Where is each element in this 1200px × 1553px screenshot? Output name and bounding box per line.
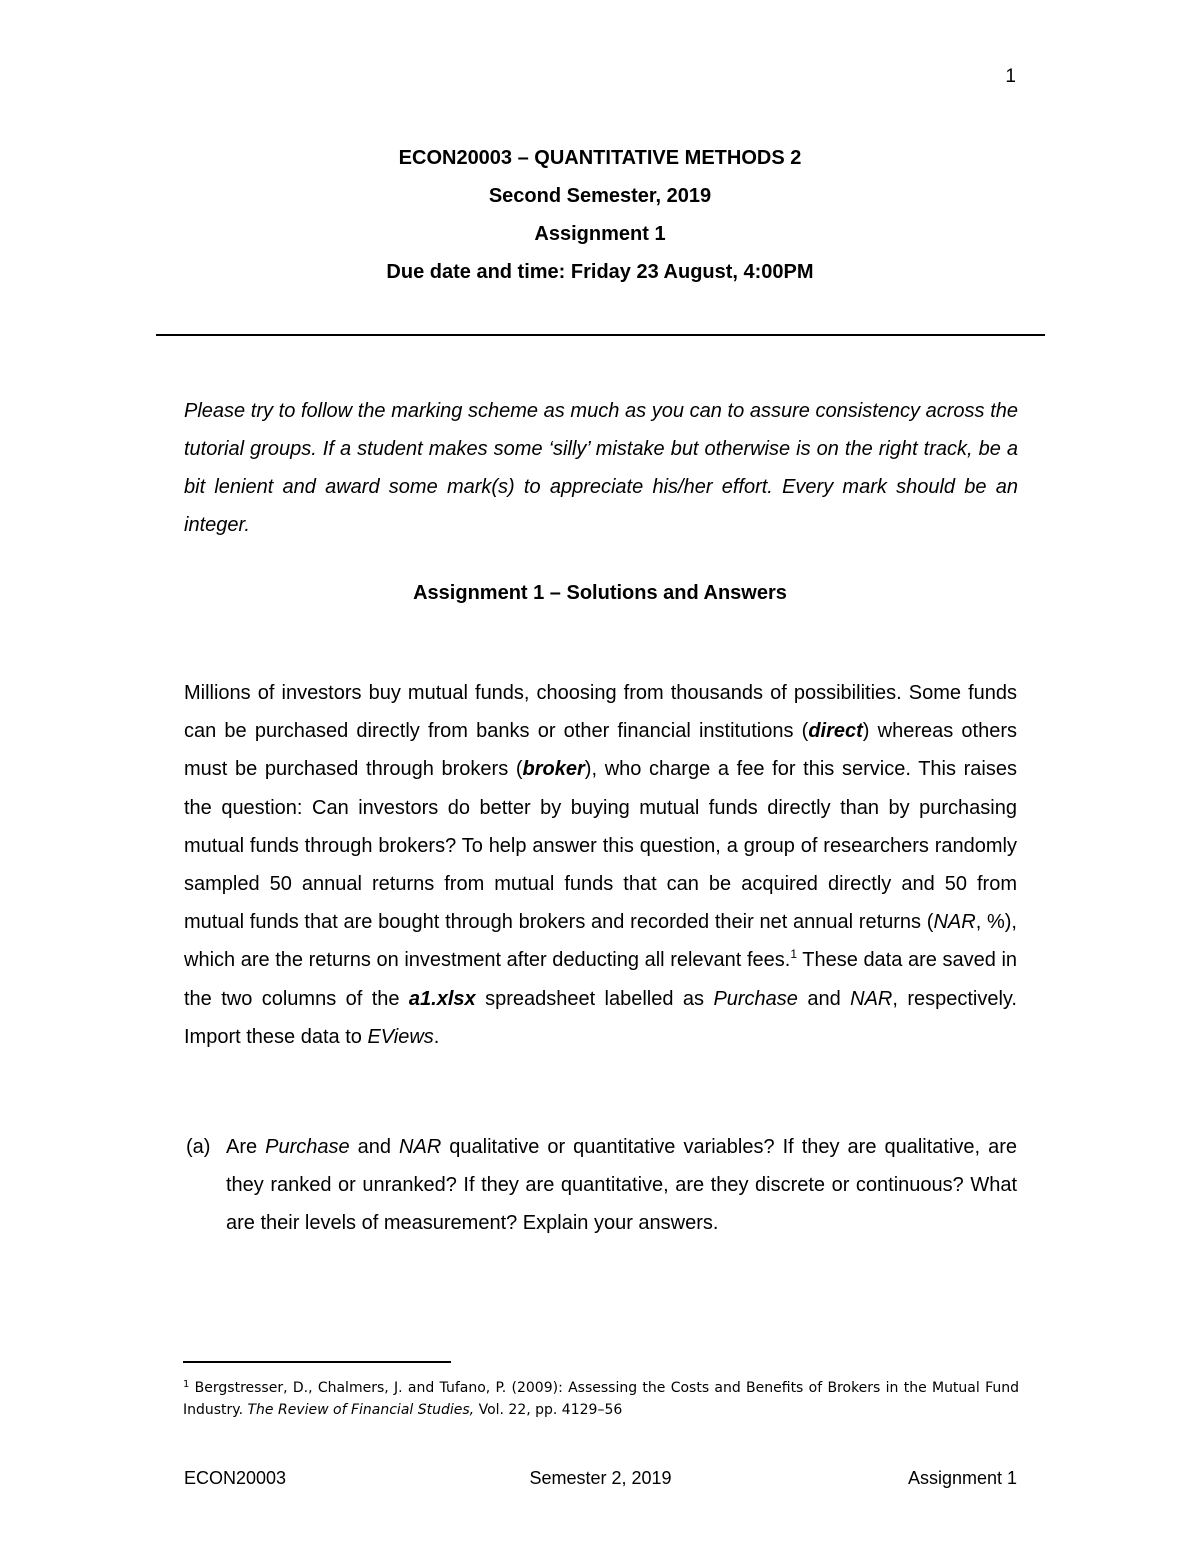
question-intro-paragraph [184, 674, 1017, 1056]
footnote-reference[interactable]: 1 [790, 947, 798, 962]
term-broker: broker [522, 758, 585, 781]
intro-text-4: , %), which are the returns on investment after deducting all relevant fees. [184, 911, 1017, 972]
qa-text-3: qualitative or quantitative variables? If they are qualitative, are they ranked or unranked? If they are quantitative, are they discrete or continuous? What are their levels of measurement? Explain your answers. [226, 1136, 1017, 1234]
intro-text-2: ) whereas others must be purchased through brokers ( [184, 720, 1017, 781]
footer-course-code: ECON20003 [184, 1468, 287, 1488]
software-eviews: EViews [367, 1025, 434, 1048]
page-number: 1 [1005, 66, 1016, 87]
title-divider [156, 334, 1045, 336]
marking-note: Please try to follow the marking scheme as much as you can to assure consistency across the tutorial groups. If a student makes some ‘silly’ mistake but otherwise is on the right track, be a bit lenient and award some mark(s) to appreciate his/her effort. Every mark should be an integer. [184, 400, 1018, 536]
footnote-text-1: Bergstresser, D., Chalmers, J. and Tufano, P. (2009): Assessing the Costs and Benefits of Brokers in the Mutual Fund Industry. [183, 1380, 1019, 1418]
assignment-line: Assignment 1 [534, 223, 666, 245]
intro-text-8: , respectively. Import these data to [184, 987, 1017, 1048]
footnote-divider [183, 1361, 451, 1363]
question-a-label: (a) [186, 1136, 211, 1158]
term-nar: NAR [933, 911, 976, 934]
term-nar-2: NAR [850, 987, 893, 1010]
section-heading: Assignment 1 – Solutions and Answers [413, 582, 787, 604]
qa-term-nar: NAR [399, 1136, 442, 1158]
intro-text-3: ), who charge a fee for this service. This raises the question: Can investors do better by buying mutual funds directly than by purchasing mutual funds through brokers? To help answer this question, a group of researchers randomly sampled 50 annual returns from mutual funds that can be acquired directly and 50 from mutual funds that are bought through brokers and recorded their net annual returns ( [184, 758, 1017, 934]
qa-term-purchase: Purchase [265, 1136, 350, 1158]
intro-text-6: spreadsheet labelled as [475, 987, 714, 1010]
footnote-text-2: Vol. 22, pp. 4129–56 [474, 1402, 623, 1418]
course-title: ECON20003 – QUANTITATIVE METHODS 2 [398, 147, 802, 169]
qa-text-1: Are [226, 1136, 266, 1158]
term-direct: direct [808, 720, 863, 743]
intro-text-9: . [433, 1025, 440, 1048]
semester-line: Second Semester, 2019 [488, 185, 712, 207]
question-a [186, 1128, 1017, 1242]
intro-text-1: Millions of investors buy mutual funds, choosing from thousands of possibilities. Some funds can be purchased directly from banks or other financial institutions ( [184, 682, 1017, 743]
term-purchase: Purchase [713, 987, 798, 1010]
question-a-text [226, 1128, 1017, 1242]
due-date-line: Due date and time: Friday 23 August, 4:00PM [386, 261, 814, 283]
footnote-mark: 1 [183, 1379, 190, 1390]
file-name: a1.xlsx [408, 987, 476, 1010]
footnote-journal: The Review of Financial Studies, [247, 1402, 475, 1418]
footnote [183, 1377, 1019, 1421]
qa-text-2: and [349, 1136, 400, 1158]
intro-text-5: These data are saved in the two columns of the [184, 949, 1018, 1010]
footer-semester: Semester 2, 2019 [529, 1468, 672, 1488]
footer-assignment: Assignment 1 [907, 1468, 1017, 1488]
document-title-block [0, 143, 1200, 295]
intro-text-7: and [797, 987, 851, 1010]
